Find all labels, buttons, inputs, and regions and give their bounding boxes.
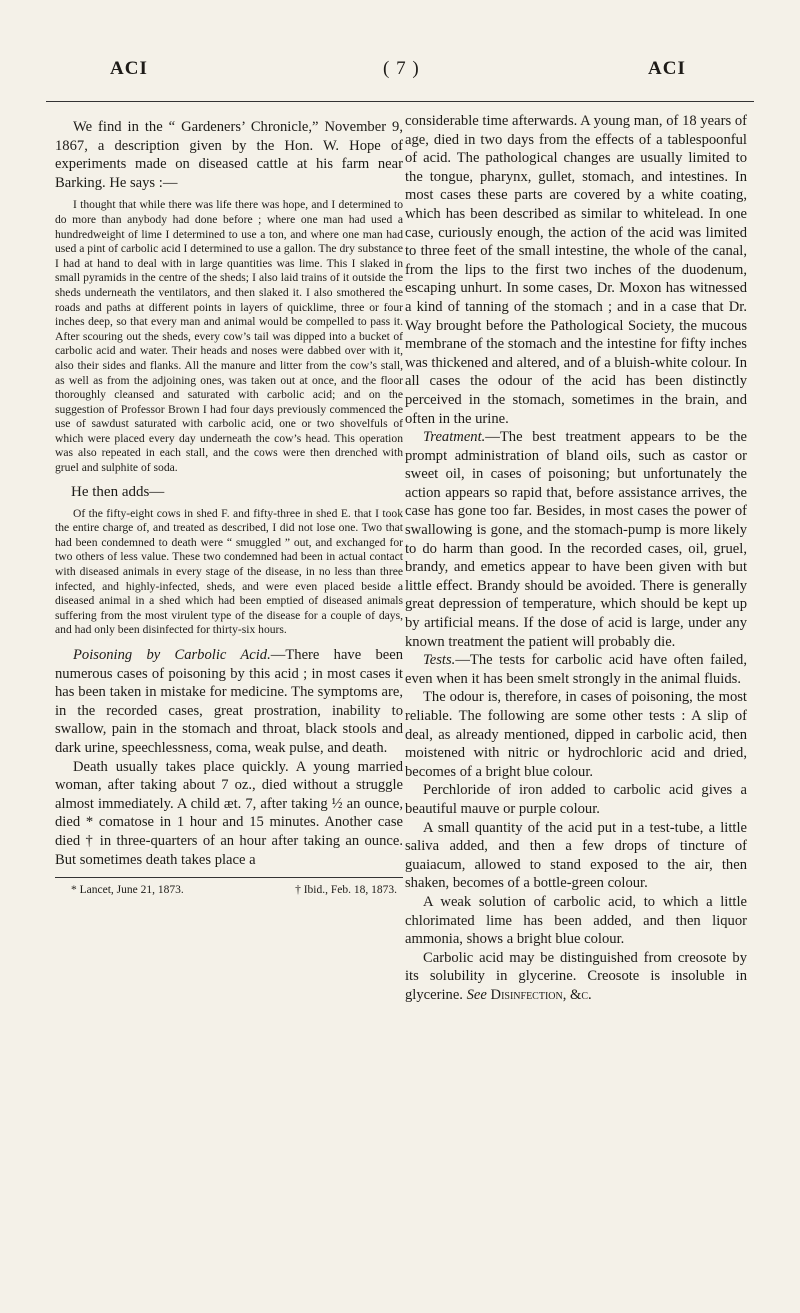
hope-quote-1: I thought that while there was life there was hope, and I determined to do more than anybody had done before ; where one man had used a hundredweight of lime I determined to use a ton, and where one man had used a pint of carbolic acid I determined to use a gallon. The dry substance I had at hand to deal with in large quantities was lime. This I slaked in small pyramids in the centre of the sheds; I also laid trains of it outside the sheds underneath the ventilators, and then slaked it. I also smothered the roads and paths at different points in layers of quicklime, three or four inches deep, so that every man and animal would be compelled to pass it. After scouring out the sheds, every cow’s tail was dipped into a bucket of carbolic acid and water. Their heads and noses were dabbed over with it, also their sides and flanks. All the manure and litter from the cow’s stall, as well as from the adjoining ones, was taken out at once, and the floor thoroughly cleansed and saturated with carbolic acid; and on the suggestion of Professor Brown I had four days previously commenced the use of sawdust saturated with carbolic acid, one or two shovelfuls of which were placed every day underneath the cow’s head. This operation was also repeated in each stall, and the cows were then drenched with gruel and sulphite of soda.	[55, 198, 403, 475]
perchloride-paragraph: Perchloride of iron added to carbolic acid gives a beautiful mauve or purple colour.	[405, 782, 747, 817]
intro-paragraph: We find in the “ Gardeners’ Chronicle,” November 9, 1867, a description given by the Hon. W. Hope of experiments made on diseased cattle at his farm near Barking. He says :—	[55, 119, 403, 191]
hope-quote-2: Of the fifty-eight cows in shed F. and fifty-three in shed E. that I took the entire charge of, and treated as described, I did not lose one. Two that had been condemned to death were “ smuggled ” out, and exchanged for two others of less value. These two condemned had been in actual contact with diseased animals in every stage of the disease, in no less than three infected, and highly-infected, sheds, and were even placed beside a diseased animal in a shed which had been emptied of diseased animals suffering from the most virulent type of the disease for a couple of days, and had only been disinfected for thirty-six hours.	[55, 506, 403, 637]
odour-paragraph: The odour is, therefore, in cases of poisoning, the most reliable. The following are some other tests : A slip of deal, as already mentioned, dipped in carbolic acid, then moistened with nitric or hydrochloric acid and dried, becomes of a bright blue colour.	[405, 689, 747, 780]
chlorimated-lime-paragraph: A weak solution of carbolic acid, to which a little chlorimated lime has been added, and then liquor ammonia, shows a bright blue colour.	[405, 893, 747, 948]
cross-reference-link[interactable]: Disinfection, &c.	[490, 986, 592, 1003]
creosote-paragraph: Carbolic acid may be distinguished from creosote by its solubility in glycerine. Creosote is insoluble in glycerine. See Disinfection, &c.	[405, 949, 747, 1003]
tests-heading: Tests.	[423, 652, 456, 669]
footnote-2: † Ibid., Feb. 18, 1873.	[295, 884, 397, 897]
treatment-heading: Treatment.	[423, 429, 486, 446]
footnotes	[55, 883, 403, 897]
tests-paragraph: Tests.—The tests for carbolic acid have often failed, even when it has been smelt strongly in the animal fluids.	[405, 652, 747, 687]
he-then-adds: He then adds—	[71, 483, 165, 500]
left-column	[55, 118, 403, 897]
poisoning-paragraph: Poisoning by Carbolic Acid.—There have been numerous cases of poisoning by this acid ; in most cases it has been taken in mistake for medicine. The symptoms are, in the recorded cases, great prostration, inability to swallow, pain in the stomach and throat, black stools and dark urine, speechlessness, coma, weak pulse, and death.	[55, 647, 403, 756]
footnote-rule	[55, 877, 403, 878]
header-right-word: ACI	[648, 58, 686, 79]
page-number: ( 7 )	[383, 58, 420, 79]
continuation-paragraph: considerable time afterwards. A young man, of 18 years of age, died in two days from the effects of a tablespoonful of acid. The pathological changes are usually limited to the tongue, pharynx, gullet, stomach, and intestines. In most cases these parts are covered by a white coating, which has been described as similar to whitelead. In one case, curiously enough, the action of the acid was limited to three feet of the small intestine, the whole of the canal, from the lips to the first two inches of the duodenum, escaping unhurt. In some cases, Dr. Moxon has witnessed a kind of tanning of the stomach ; and in a case that Dr. Way brought before the Pathological Society, the mucous membrane of the stomach and the intestine for fifty inches was thickened and altered, and of a bluish-white colour. In all cases the odour of the acid has been distinctly perceived in the stomach, sometimes in the brain, and often in the urine.	[405, 113, 747, 427]
death-paragraph: Death usually takes place quickly. A young married woman, after taking about 7 oz., died without a struggle almost immediately. A child æt. 7, after taking ½ an ounce, died * comatose in 1 hour and 15 minutes. Another case died † in three-quarters of an hour after taking an ounce. But sometimes death takes place a	[55, 758, 403, 868]
footnote-1: * Lancet, June 21, 1873.	[71, 884, 184, 897]
header-left-word: ACI	[110, 58, 148, 79]
header-rule	[46, 101, 754, 102]
running-header	[0, 48, 800, 79]
right-column	[405, 112, 747, 1005]
see-word: See	[466, 986, 487, 1003]
treatment-paragraph: Treatment.—The best treatment appears to be the prompt administration of bland oils, such as castor or sweet oil, in cases of poisoning; but unfortunately the action appears so rapid that, before assistance arrives, the case has gone too far. Besides, in most cases the power of swallowing is gone, and the stomach-pump is more likely to do harm than good. In the recorded cases, oil, gruel, brandy, and emetics appear to have been given with but little effect. Brandy should be avoided. There is generally great depression of temperature, which should be kept up by artificial means. If the dose of acid is large, under any known treatment the patient will probably die.	[405, 429, 747, 650]
saliva-test-paragraph: A small quantity of the acid put in a test-tube, a little saliva added, and then a few drops of tincture of guaiacum, allowed to stand exposed to the air, then shaken, becomes of a bottle-green colour.	[405, 819, 747, 892]
poisoning-heading: Poisoning by Carbolic Acid.	[73, 647, 271, 663]
